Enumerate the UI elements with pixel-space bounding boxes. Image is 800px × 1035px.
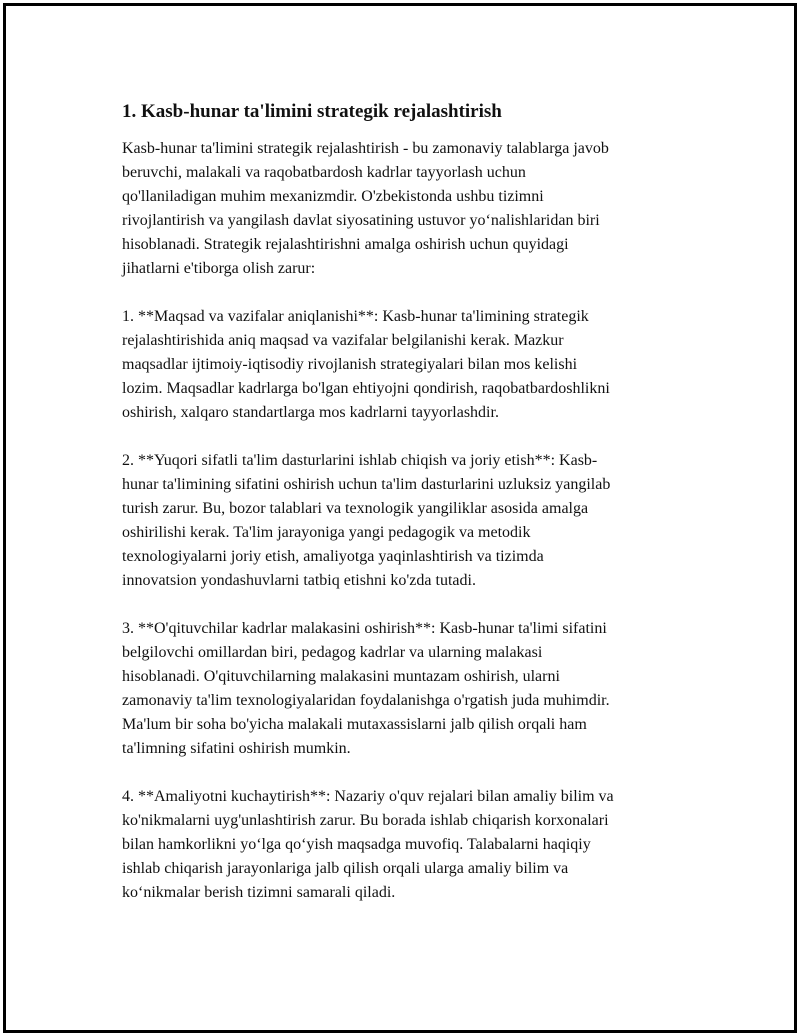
- document-body: [122, 100, 700, 929]
- point-2-paragraph: 2. **Yuqori sifatli ta'lim dasturlarini ishlab chiqish va joriy etish**: Kasb- hunar ta'limining sifatini oshirish uchun ta'lim dasturlarini uzluksiz yangilab turish zarur. Bu, bozor talablari va texnologik yangiliklar asosida amalga oshirilishi kerak. Ta'lim jarayoniga yangi pedagogik va metodik texnologiyalarni joriy etish, amaliyotga yaqinlashtirish va tizimda innovatsion yondashuvlarni tatbiq etishni ko'zda tutadi.: [122, 452, 611, 589]
- section-heading: 1. Kasb-hunar ta'limini strategik rejalashtirish: [122, 101, 502, 122]
- point-4-paragraph: 4. **Amaliyotni kuchaytirish**: Nazariy o'quv rejalari bilan amaliy bilim va ko'nikmalarni uyg'unlashtirish zarur. Bu borada ishlab chiqarish korxonalari bilan hamkorlikni yo‘lga qo‘yish maqsadga muvofiq. Talabalarni haqiqiy ishlab chiqarish jarayonlariga jalb qilish orqali ularga amaliy bilim va ko‘nikmalar berish tizimni samarali qiladi.: [122, 788, 614, 901]
- point-3-paragraph: 3. **O'qituvchilar kadrlar malakasini oshirish**: Kasb-hunar ta'limi sifatini belgilovchi omillardan biri, pedagog kadrlar va ularning malakasi hisoblanadi. O'qituvchilarning malakasini muntazam oshirish, ularni zamonaviy ta'lim texnologiyalaridan foydalanishga o'rgatish juda muhimdir. Ma'lum bir soha bo'yicha malakali mutaxassislarni jalb qilish orqali ham ta'limning sifatini oshirish mumkin.: [122, 620, 610, 757]
- intro-paragraph: Kasb-hunar ta'limini strategik rejalashtirish - bu zamonaviy talablarga javob beruvchi, malakali va raqobatbardosh kadrlar tayyorlash uchun qo'llaniladigan muhim mexanizmdir. O'zbekistonda ushbu tizimni rivojlantirish va yangilash davlat siyosatining ustuvor yo‘nalishlaridan biri hisoblanadi. Strategik rejalashtirishni amalga oshirish uchun quyidagi jihatlarni e'tiborga olish zarur:: [122, 140, 609, 277]
- point-1-paragraph: 1. **Maqsad va vazifalar aniqlanishi**: Kasb-hunar ta'limining strategik rejalashtirishida aniq maqsad va vazifalar belgilanishi kerak. Mazkur maqsadlar ijtimoiy-iqtisodiy rivojlanish strategiyalari bilan mos kelishi lozim. Maqsadlar kadrlarga bo'lgan ehtiyojni qondirish, raqobatbardoshlikni oshirish, xalqaro standartlarga mos kadrlarni tayyorlashdir.: [122, 308, 610, 421]
- page-frame: [3, 3, 797, 1033]
